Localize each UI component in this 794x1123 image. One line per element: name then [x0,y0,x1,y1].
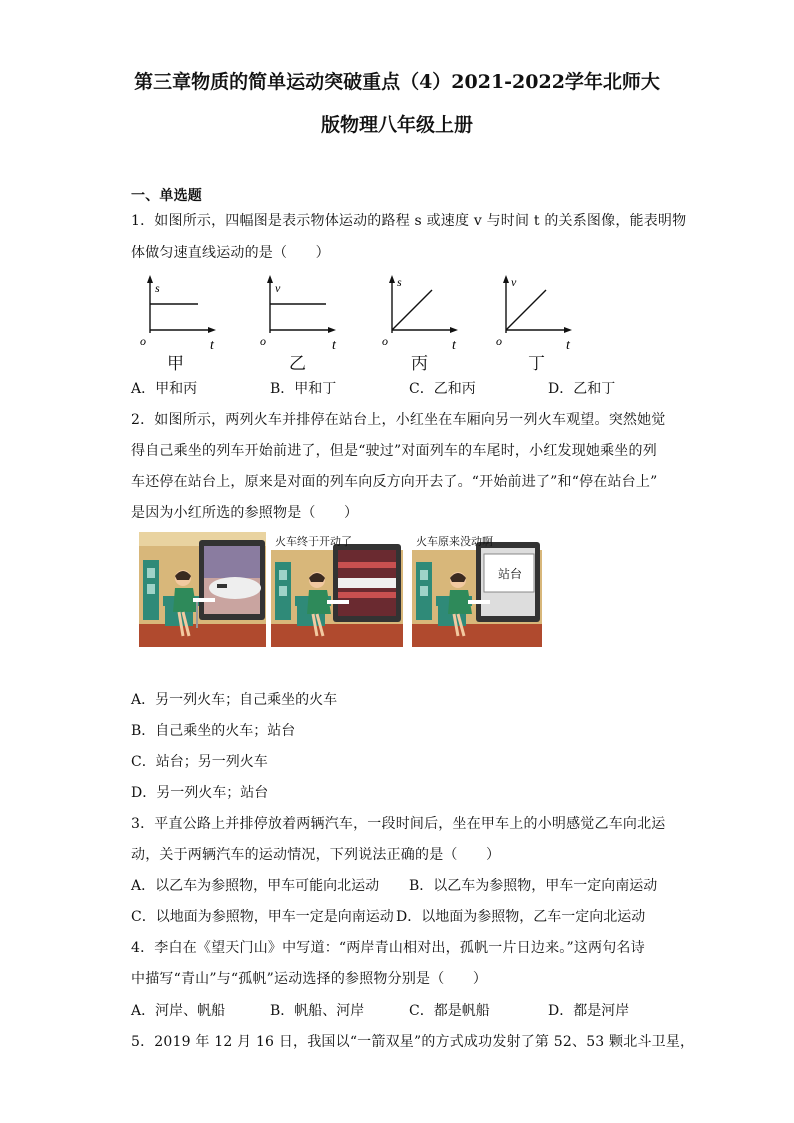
question-4-line-1: 4．李白在《望天门山》中写道：“两岸青山相对出，孤帆一片日边来。”这两句名诗 [131,940,645,956]
q2-option-b: B．自己乘坐的火车；站台 [131,723,296,739]
q4-option-b: B．帆船、河岸 [270,1003,365,1019]
question-3-line-1: 3．平直公路上并排停放着两辆汽车，一段时间后，坐在甲车上的小明感觉乙车向北运 [131,816,666,832]
q3-option-d: D．以地面为参照物，乙车一定向北运动 [396,909,646,925]
question-5-line-1: 5．2019 年 12 月 16 日，我国以“一箭双星”的方式成功发射了第 52、53 颗北斗卫星， [131,1034,695,1050]
question-4-line-2: 中描写“青山”与“孤帆”运动选择的参照物分别是（ ） [131,971,488,987]
question-2-line-2: 得自己乘坐的列车开始前进了，但是“驶过”对面列车的车尾时，小红发现她乘坐的列 [131,443,657,459]
question-2-line-4: 是因为小红所选的参照物是（ ） [131,505,359,521]
graph-bing-ylabel: s [397,275,402,289]
q4-option-a: A．河岸、帆船 [131,1003,226,1019]
page-title-line-2: 版物理八年级上册 [320,114,473,136]
graph-bing-origin: o [382,334,388,348]
graph-jia [140,273,232,369]
q3-option-b: B．以乙车为参照物，甲车一定向南运动 [409,878,658,894]
q3-option-c: C．以地面为参照物，甲车一定是向南运动 [131,909,394,925]
graph-ding-ylabel: v [511,275,517,289]
graph-jia-caption: 甲 [167,354,184,374]
graph-yi-origin: o [260,334,266,348]
question-3-line-2: 动，关于两辆汽车的运动情况，下列说法正确的是（ ） [131,847,501,863]
q1-option-a: A．甲和丙 [131,381,198,397]
q1-option-c: C．乙和丙 [409,381,476,397]
q4-option-d: D．都是河岸 [548,1003,630,1019]
question-1-line-1: 1．如图所示，四幅图是表示物体运动的路程 s 或速度 v 与时间 t 的关系图像，能表明物 [131,213,687,229]
q1-option-d: D．乙和丁 [548,381,616,397]
q2-option-c: C．站台；另一列火车 [131,754,268,770]
question-2-line-3: 车还停在站台上，原来是对面的列车向反方向开去了。“开始前进了”和“停在站台上” [131,474,658,490]
q4-option-c: C．都是帆船 [409,1003,490,1019]
train-illustration-3-caption: 火车原来没动啊 [416,535,493,548]
question-1-line-2: 体做匀速直线运动的是（ ） [131,245,330,261]
q1-option-b: B．甲和丁 [270,381,337,397]
graph-yi-caption: 乙 [289,354,306,374]
graph-jia-xlabel: t [210,338,214,353]
graph-jia-origin: o [140,334,146,348]
train-illustration-2 [271,532,403,647]
graph-bing-caption: 丙 [411,354,428,374]
graph-jia-ylabel: s [155,281,160,295]
train-illustration-1 [139,532,266,647]
graph-ding-xlabel: t [566,338,570,353]
q2-option-a: A．另一列火车；自己乘坐的火车 [131,692,338,708]
station-sign-text: 站台 [498,567,523,581]
graph-yi-xlabel: t [332,338,336,353]
q3-option-a: A．以乙车为参照物，甲车可能向北运动 [131,878,380,894]
q2-option-d: D．另一列火车；站台 [131,785,269,801]
question-2-line-1: 2．如图所示，两列火车并排停在站台上，小红坐在车厢向另一列火车观望。突然她觉 [131,412,666,428]
graph-ding-caption: 丁 [528,354,545,374]
graph-bing-xlabel: t [452,338,456,353]
page-title-line-1: 第三章物质的简单运动突破重点（4）2021-2022学年北师大 [134,71,660,93]
graph-ding-origin: o [496,334,502,348]
train-illustration-3 [412,532,542,647]
section-heading: 一、单选题 [131,188,202,204]
graph-yi-ylabel: v [275,281,281,295]
train-illustration-2-caption: 火车终于开动了 [275,535,352,548]
